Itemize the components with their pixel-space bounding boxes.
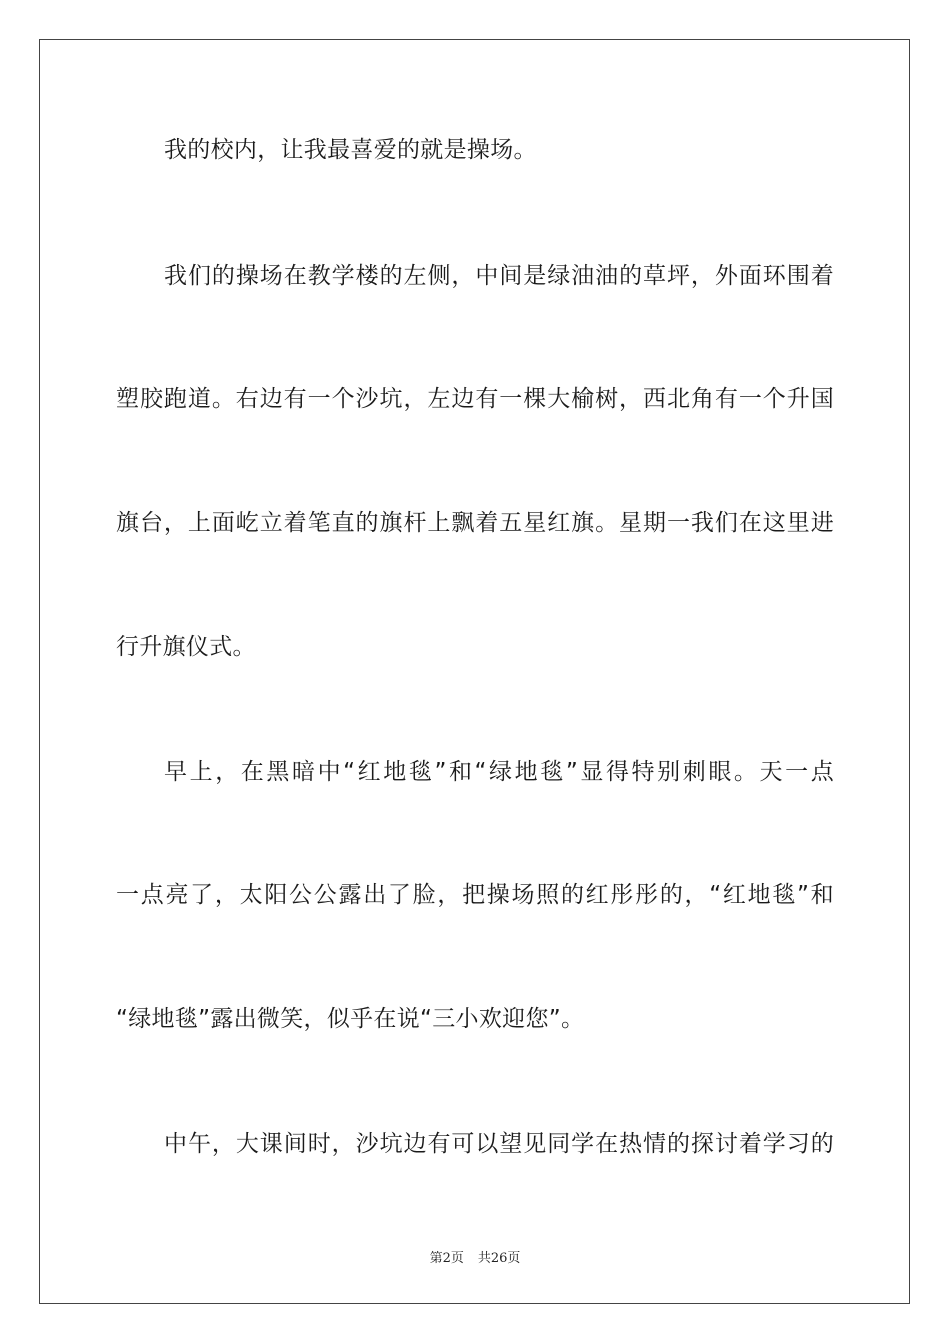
page-border: [39, 39, 910, 1304]
page-total: 共26页: [477, 1251, 521, 1266]
paragraph-2-line-3: 旗台，上面屹立着笔直的旗杆上飘着五星红旗。星期一我们在这里进: [116, 510, 834, 536]
page-footer: [0, 1247, 950, 1266]
paragraph-1-line-1: 我的校内，让我最喜爱的就是操场。: [164, 137, 537, 163]
paragraph-4-line-1: 中午，大课间时，沙坑边有可以望见同学在热情的探讨着学习的: [164, 1131, 834, 1157]
paragraph-2-line-4: 行升旗仪式。: [116, 634, 256, 660]
paragraph-2-line-2: 塑胶跑道。右边有一个沙坑，左边有一棵大榆树，西北角有一个升国: [116, 386, 834, 412]
paragraph-2-line-1: 我们的操场在教学楼的左侧，中间是绿油油的草坪，外面环围着: [164, 263, 834, 289]
page-number: 第2页: [429, 1251, 464, 1266]
paragraph-3-line-3: “绿地毯”露出微笑，似乎在说“三小欢迎您”。: [116, 1006, 585, 1032]
paragraph-3-line-2: 一点亮了，太阳公公露出了脸，把操场照的红彤彤的，“红地毯”和: [116, 882, 834, 908]
paragraph-3-line-1: 早上，在黑暗中“红地毯”和“绿地毯”显得特别刺眼。天一点: [164, 759, 834, 785]
